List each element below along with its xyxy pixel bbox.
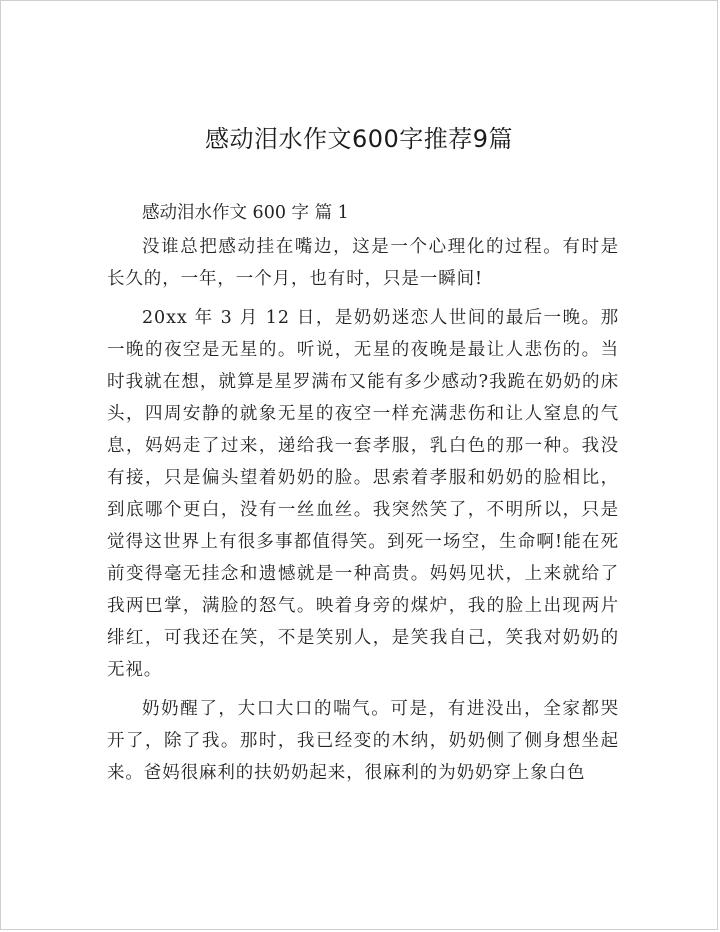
document-title: 感动泪水作文600字推荐9篇: [204, 125, 514, 153]
paragraph-1: 没谁总把感动挂在嘴边，这是一个心理化的过程。有时是长久的，一年，一个月，也有时，只是一瞬间!: [107, 237, 619, 289]
section-heading: 感动泪水作文 600 字 篇 1: [142, 203, 349, 223]
paragraph-2: 20xx 年 3 月 12 日，是奶奶迷恋人世间的最后一晚。那一晚的夜空是无星的。听说，无星的夜晚是最让人悲伤的。当时我就在想，就算是星罗满布又能有多少感动?我跪在奶奶的床头，四周安静的就象无星的夜空一样充满悲伤和让人窒息的气息，妈妈走了过来，递给我一套孝服，乳白色的那一种。我没有接，只是偏头望着奶奶的脸。思索着孝服和奶奶的脸相比，到底哪个更白，没有一丝血丝。我突然笑了，不明所以，只是觉得这世界上有很多事都值得笑。到死一场空，生命啊!能在死前变得毫无挂念和遗憾就是一种高贵。妈妈见状，上来就给了我两巴掌，满脸的怒气。映着身旁的煤炉，我的脸上出现两片绯红，可我还在笑，不是笑别人，是笑我自己，笑我对奶奶的无视。: [107, 308, 619, 680]
document-body: [107, 197, 619, 796]
paragraph-3: 奶奶醒了，大口大口的喘气。可是，有进没出，全家都哭开了，除了我。那时，我已经变的木纳，奶奶侧了侧身想坐起来。爸妈很麻利的扶奶奶起来，很麻利的为奶奶穿上象白色: [107, 699, 619, 783]
